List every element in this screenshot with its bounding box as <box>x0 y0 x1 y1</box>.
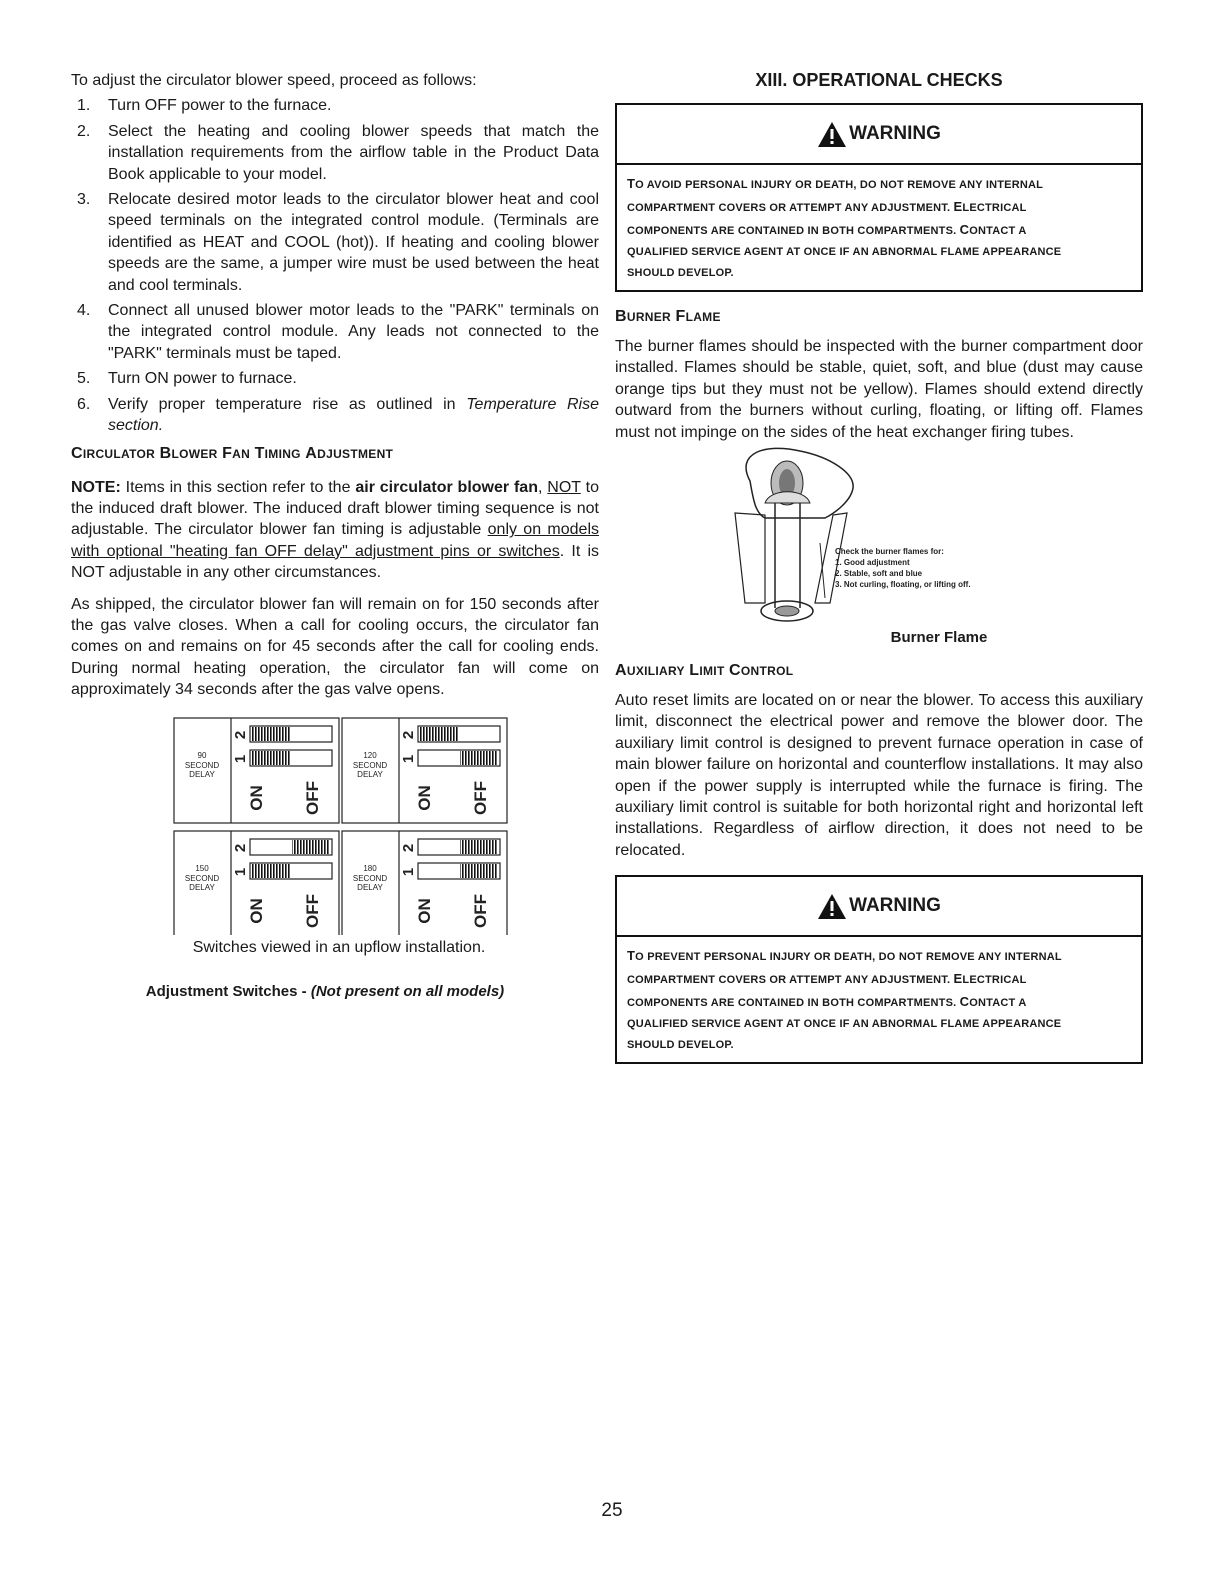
list-item: 1. Turn OFF power to the furnace. <box>77 97 332 115</box>
switch-cell <box>342 718 507 823</box>
switch-label: 1 <box>232 867 249 876</box>
switch-label: DELAY <box>357 882 383 892</box>
adjustment-switches-figure <box>169 713 509 975</box>
switch-label: 1 <box>400 867 417 876</box>
burner-check-line: 3. Not curling, floating, or lifting off. <box>835 580 971 590</box>
list-item: 2. Select the heating and cooling blower speeds that match the installation requirements from the airflow table in the Product Data Book applicable to your model. <box>77 122 599 183</box>
burner-flame-figure <box>615 443 1143 633</box>
aux-limit-text: Auto reset limits are located on or near the blower. To access this auxiliary limit, disconnect the electrical power and remove the blower door. The auxiliary limit control is designed to prevent furnace operation in case of main blower failure on horizontal and counterflow installations. It may also open if the power supply is interrupted while the furnace is firing. The auxiliary limit control is suitable for both horizontal right and horizontal left installations. Regardless of airflow direction, it does not need to be relocated. <box>615 692 1143 859</box>
warning-text: TO AVOID PERSONAL INJURY OR DEATH, DO NOT REMOVE ANY INTERNAL COMPARTMENT COVERS OR ATTEMPT ANY ADJUSTMENT. ELECTRICAL COMPONENTS ARE CONTAINED IN BOTH COMPARTMENTS. CONTACT A QUALIFIED SERVICE AGENT AT ONCE IF AN ABNORMAL FLAME APPEARANCE SHOULD DEVELOP. <box>627 176 1062 279</box>
switch-cell <box>342 831 507 935</box>
section-title: XIII. OPERATIONAL CHECKS <box>755 70 1003 90</box>
switch-label: ON <box>415 784 434 811</box>
switch-label: OFF <box>471 780 490 815</box>
switch-label: OFF <box>471 893 490 928</box>
shipped-paragraph: As shipped, the circulator blower fan will remain on for 150 seconds after the gas valve closes. When a call for cooling occurs, the circulator fan comes on and remains on for 45 seconds after the call for cooling ends. During normal heating operation, the circulator fan will come on approximately 34 seconds after the gas valve opens. <box>71 595 599 699</box>
burner-flame-heading: BURNER FLAME <box>615 308 721 325</box>
burner-caption: Burner Flame <box>890 629 988 647</box>
switch-label: ON <box>247 784 266 811</box>
switch-slider <box>252 751 290 765</box>
switch-cell <box>174 831 339 935</box>
switch-label: 1 <box>232 754 249 763</box>
warning-header: WARNING <box>617 877 1141 937</box>
burner-check-line: Check the burner flames for: <box>835 547 944 557</box>
switch-label: 90 <box>197 750 207 760</box>
switch-label: 180 <box>363 863 377 873</box>
burner-check-line: 2. Stable, soft and blue <box>835 569 923 579</box>
switch-slider <box>420 727 458 741</box>
warning-triangle-icon <box>817 893 847 920</box>
list-item: 6. Verify proper temperature rise as outlined in Temperature Rise section. <box>77 395 600 435</box>
switch-cell <box>174 718 339 823</box>
switch-label: ON <box>247 897 266 924</box>
switch-caption: Switches viewed in an upflow installation. <box>192 938 486 956</box>
intro-text: To adjust the circulator blower speed, proceed as follows: <box>71 72 477 89</box>
burner-illustration <box>615 443 1143 633</box>
warning-box-1 <box>615 103 1143 292</box>
switch-label: OFF <box>303 780 322 815</box>
switch-slider <box>460 864 498 878</box>
switch-label: 2 <box>232 843 249 852</box>
switch-label: DELAY <box>189 882 215 892</box>
page-number: 25 <box>601 1500 623 1521</box>
steps-list <box>71 95 599 436</box>
switch-label: 120 <box>363 750 377 760</box>
warning-header: WARNING <box>617 105 1141 165</box>
warning-text: TO PREVENT PERSONAL INJURY OR DEATH, DO NOT REMOVE ANY INTERNAL COMPARTMENT COVERS OR ATTEMPT ANY ADJUSTMENT. ELECTRICAL COMPONENTS ARE CONTAINED IN BOTH COMPARTMENTS. CONTACT A QUALIFIED SERVICE AGENT AT ONCE IF AN ABNORMAL FLAME APPEARANCE SHOULD DEVELOP. <box>627 948 1062 1052</box>
aux-limit-heading: AUXILIARY LIMIT CONTROL <box>615 662 794 680</box>
switch-label: 2 <box>400 730 417 739</box>
switch-label: 2 <box>400 843 417 852</box>
switch-label: SECOND <box>184 760 220 770</box>
list-item: 3. Relocate desired motor leads to the circulator blower heat and cool speed terminals on the integrated control module. (Terminals are identified as HEAT and COOL (hot)). If heating and cooling blower speeds are the same, a jumper wire must be used between the heat and cool terminals. <box>77 191 599 294</box>
burner-check-line: 1. Good adjustment <box>835 558 910 568</box>
list-item: 5. Turn ON power to furnace. <box>77 370 297 388</box>
section-heading-circulator: CIRCULATOR BLOWER FAN TIMING ADJUSTMENT <box>71 444 394 462</box>
switch-label: SECOND <box>184 873 220 883</box>
switch-label: SECOND <box>352 760 388 770</box>
switch-slider <box>460 751 498 765</box>
warning-triangle-icon <box>817 121 847 148</box>
switch-label: 2 <box>232 730 249 739</box>
switch-diagram <box>169 713 509 935</box>
switch-slider <box>460 840 498 854</box>
switch-label: ON <box>415 897 434 924</box>
right-column <box>615 70 1143 1064</box>
switch-label: DELAY <box>357 769 383 779</box>
figure-title: Adjustment Switches - (Not present on all models) <box>145 982 505 1000</box>
switch-slider <box>292 840 330 854</box>
warning-box-2 <box>615 875 1143 1064</box>
switch-label: SECOND <box>352 873 388 883</box>
switch-label: DELAY <box>189 769 215 779</box>
burner-flame-text: The burner flames should be inspected with the burner compartment door installed. Flames should be stable, quiet, soft, and blue (dust may cause orange tips but they must not be yellow). Flames should extend directly outward from the burners without curling, floating, or lifting off. Flames must not impinge on the sides of the heat exchanger firing tubes. <box>615 338 1143 441</box>
switch-label: OFF <box>303 893 322 928</box>
note-paragraph: NOTE: Items in this section refer to the air circulator blower fan, NOT to the induced draft blower. The induced draft blower timing sequence is not adjustable. The circulator blower fan timing is adjustable only on models with optional "heating fan OFF delay" adjustment pins or switches. It is NOT adjustable in any other circumstances. <box>71 478 600 582</box>
switch-label: 150 <box>195 863 209 873</box>
switch-slider <box>252 727 290 741</box>
switch-label: 1 <box>400 754 417 763</box>
left-column <box>71 70 599 1000</box>
switch-slider <box>252 864 290 878</box>
list-item: 4. Connect all unused blower motor leads to the "PARK" terminals on the integrated control module. Any leads not connected to the "PARK" terminals must be taped. <box>77 302 599 362</box>
